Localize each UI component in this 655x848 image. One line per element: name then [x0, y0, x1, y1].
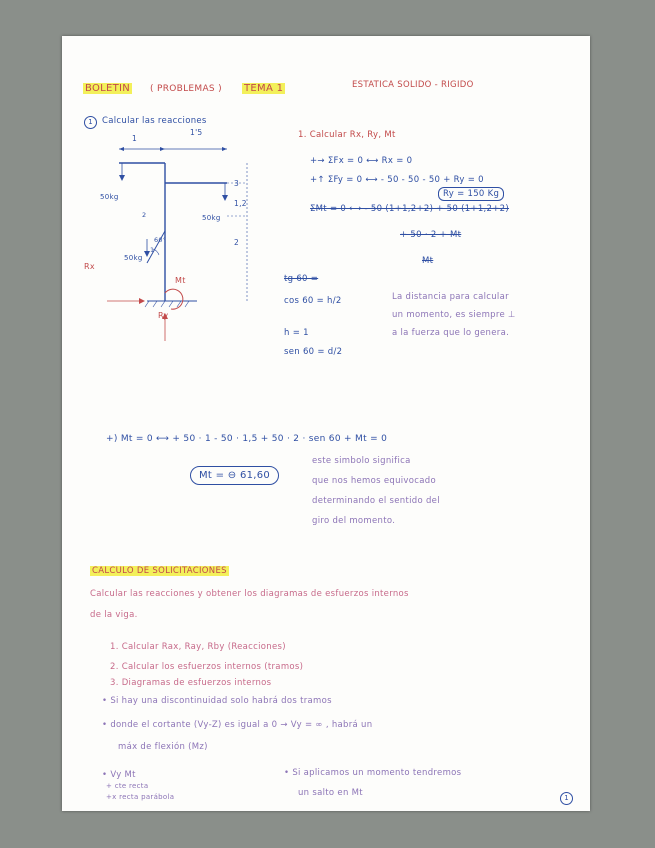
section2-bullet2b: máx de flexión (Mz)	[118, 742, 208, 752]
moment-result: Mt = ⊖ 61,60	[190, 466, 279, 485]
moment-note-1: este simbolo significa	[312, 456, 411, 466]
dim-12: 1,2	[234, 199, 247, 208]
notebook-page	[62, 36, 590, 811]
step1-text: 1. Calcular Rx, Ry, Mt	[298, 130, 396, 140]
load-bottom-label: 50kg	[124, 254, 143, 262]
load-right-label: 50kg	[202, 214, 221, 222]
dim-2: 2	[234, 238, 240, 247]
structure-diagram	[107, 131, 307, 331]
section2-bullet1: • Si hay una discontinuidad solo habrá dos tramos	[102, 696, 332, 706]
dim-15: 1'5	[190, 128, 203, 137]
dim-3: 3	[234, 179, 240, 188]
trig-cos: cos 60 = h/2	[284, 296, 342, 306]
header-boletin: BOLETIN	[85, 83, 131, 94]
member-label-1: 1	[150, 246, 155, 254]
header-subtitle: ESTATICA SOLIDO - RIGIDO	[352, 80, 474, 90]
section2-bullet3b: + cte recta	[106, 782, 149, 790]
angle-label: 60°	[154, 236, 167, 244]
trig-tg: tg 60 =	[284, 274, 319, 284]
eq-fx: +→ ΣFx = 0 ⟷ Rx = 0	[310, 156, 413, 166]
moment-note-2: que nos hemos equivocado	[312, 476, 436, 486]
eq-mt-line3: Mt	[422, 256, 434, 266]
section2-step3: 3. Diagramas de esfuerzos internos	[110, 678, 272, 688]
trig-h: h = 1	[284, 328, 309, 338]
section2-bullet3a: • Vy Mt	[102, 770, 136, 780]
page-number: 1	[560, 792, 573, 805]
section2-title: CALCULO DE SOLICITACIONES	[92, 566, 227, 576]
load-left-label: 50kg	[100, 193, 119, 201]
dim-1: 1	[132, 134, 138, 143]
header-tema: TEMA 1	[244, 83, 284, 94]
moment-equation: +) Mt = 0 ⟷ + 50 · 1 - 50 · 1,5 + 50 · 2 · sen 60 + Mt = 0	[106, 434, 388, 444]
ry-label: Ry	[158, 311, 169, 320]
ry-result: Ry = 150 Kg	[438, 187, 504, 201]
problem-title: Calcular las reacciones	[102, 116, 207, 126]
mt-label: Mt	[175, 276, 186, 285]
section2-step1: 1. Calcular Rax, Ray, Rby (Reacciones)	[110, 642, 286, 652]
eq-mt-strike: ΣMt = 0 ⟷ - 50 (1+1,2+2) + 50 (1+1,2+2)	[310, 204, 510, 214]
trig-sen: sen 60 = d/2	[284, 347, 343, 357]
section2-intro-2: de la viga.	[90, 610, 138, 620]
note-distance-1: La distancia para calcular	[392, 292, 509, 302]
rx-label: Rx	[84, 262, 95, 271]
eq-fy: +↑ ΣFy = 0 ⟷ - 50 - 50 - 50 + Ry = 0	[310, 175, 484, 185]
section2-bullet2a: • donde el cortante (Vy-Z) es igual a 0 → Vy = ∞ , habrá un	[102, 720, 373, 730]
section2-bullet4b: un salto en Mt	[298, 788, 363, 798]
section2-bullet3c: +x recta parábola	[106, 793, 175, 801]
member-label-2: 2	[142, 211, 147, 219]
moment-note-3: determinando el sentido del	[312, 496, 440, 506]
section2-bullet4a: • Si aplicamos un momento tendremos	[284, 768, 462, 778]
section2-step2: 2. Calcular los esfuerzos internos (tramos)	[110, 662, 304, 672]
eq-mt-line2: + 50 · 2 + Mt	[400, 230, 462, 240]
problem-number: 1	[84, 116, 97, 129]
section2-intro-1: Calcular las reacciones y obtener los diagramas de esfuerzos internos	[90, 589, 409, 599]
header-problemas: ( PROBLEMAS )	[150, 84, 222, 94]
note-distance-2: un momento, es siempre ⊥	[392, 310, 516, 320]
note-distance-3: a la fuerza que lo genera.	[392, 328, 510, 338]
moment-note-4: giro del momento.	[312, 516, 396, 526]
